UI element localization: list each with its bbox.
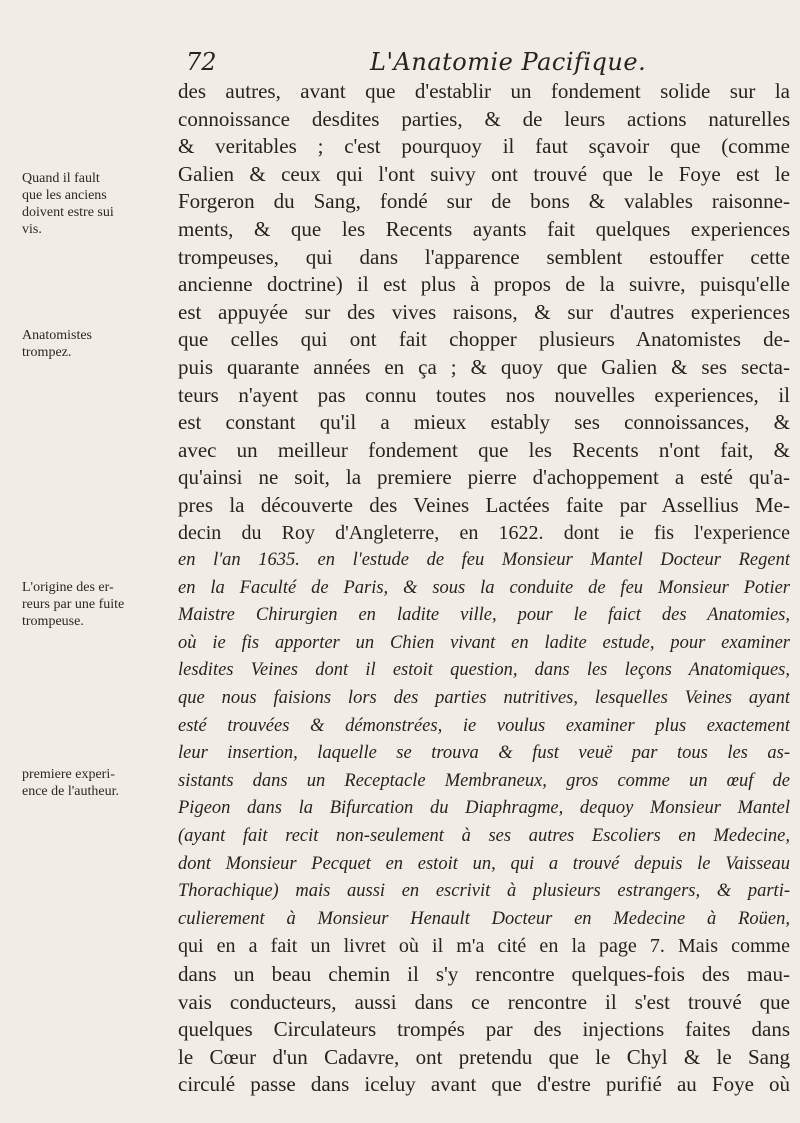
- text-line: Thorachique) mais aussi en escrivit à plusieurs estrangers, & parti-: [178, 881, 790, 902]
- body-text: [178, 78, 790, 1099]
- text-line: qu'ainsi ne soit, la premiere pierre d'achoppement a esté qu'a-: [178, 465, 790, 490]
- text-line: ancienne doctrine) il est plus à propos de la suivre, puisqu'elle: [178, 272, 790, 297]
- text-line: quelques Circulateurs trompés par des injections faites dans: [178, 1017, 790, 1042]
- text-line: trompeuses, qui dans l'apparence semblent estouffer cette: [178, 244, 790, 269]
- running-title: L'Anatomie Pacifique.: [370, 48, 647, 76]
- text-line: Maistre Chirurgien en ladite ville, pour le faict des Anatomies,: [178, 605, 790, 626]
- text-line: dont Monsieur Pecquet en estoit un, qui a trouvé depuis le Vaisseau: [178, 853, 790, 874]
- text-line: qui en a fait un livret où il m'a cité en la page 7. Mais comme: [178, 935, 790, 958]
- text-line: Forgeron du Sang, fondé sur de bons & valables raisonne-: [178, 189, 790, 214]
- margin-note-line: Quand il fault: [22, 171, 100, 186]
- text-line: en l'an 1635. en l'estude de feu Monsieur Mantel Docteur Regent: [178, 550, 790, 571]
- text-line: culierement à Monsieur Henault Docteur en Medecine à Roüen,: [178, 908, 790, 929]
- text-line: puis quarante années en ça ; & quoy que Galien & ses secta-: [178, 354, 790, 379]
- margin-note-origin-errors: [22, 579, 174, 630]
- text-line: decin du Roy d'Angleterre, en 1622. dont ie fis l'experience: [178, 521, 790, 544]
- text-line: est constant qu'il a mieux estably ses connoissances, &: [178, 410, 790, 435]
- text-line: que nous faisions lors des parties nutritives, lesquelles Veines ayant: [178, 688, 790, 709]
- text-line: (ayant fait recit non-seulement à ses autres Escoliers en Medecine,: [178, 826, 790, 847]
- text-line: sistants dans un Receptacle Membraneux, gros comme un œuf de: [178, 770, 790, 791]
- margin-note-ancients: [22, 170, 174, 238]
- text-line: vais conducteurs, aussi dans ce rencontre il s'est trouvé que: [178, 989, 790, 1014]
- margin-note-line: trompez.: [22, 345, 72, 360]
- text-line: Pigeon dans la Bifurcation du Diaphragme, dequoy Monsieur Mantel: [178, 798, 790, 819]
- margin-note-line: reurs par une fuite: [22, 597, 125, 612]
- margin-note-first-experience: [22, 766, 174, 800]
- margin-note-line: doivent estre sui: [22, 205, 114, 220]
- margin-note-line: premiere experi-: [22, 767, 115, 782]
- margin-note-line: trompeuse.: [22, 614, 84, 629]
- text-line: Galien & ceux qui l'ont suivy ont trouvé que le Foye est le: [178, 161, 790, 186]
- margin-note-anatomists: [22, 327, 174, 361]
- text-line: est appuyée sur des vives raisons, & sur d'autres experiences: [178, 299, 790, 324]
- margin-note-line: que les anciens: [22, 188, 107, 203]
- margin-note-line: ence de l'autheur.: [22, 784, 119, 799]
- text-line: où ie fis apporter un Chien vivant en ladite estude, pour examiner: [178, 632, 790, 653]
- text-line: lesdites Veines dont il estoit question, dans les leçons Anatomiques,: [178, 660, 790, 681]
- text-line: esté trouvées & démonstrées, ie voulus examiner plus exactement: [178, 715, 790, 736]
- text-line: en la Faculté de Paris, & sous la conduite de feu Monsieur Potier: [178, 577, 790, 598]
- text-line: que celles qui ont fait chopper plusieurs Anatomistes de-: [178, 327, 790, 352]
- text-line: ments, & que les Recents ayants fait quelques experiences: [178, 216, 790, 241]
- text-line: des autres, avant que d'establir un fondement solide sur la: [178, 79, 790, 103]
- text-line: le Cœur d'un Cadavre, ont pretendu que le Chyl & le Sang: [178, 1044, 790, 1069]
- page-number: 72: [186, 48, 217, 76]
- text-line: circulé passe dans iceluy avant que d'estre purifié au Foye où: [178, 1072, 790, 1097]
- margin-note-line: L'origine des er-: [22, 580, 114, 595]
- text-line: avec un meilleur fondement que les Recents n'ont fait, &: [178, 437, 790, 462]
- text-line: pres la découverte des Veines Lactées faite par Assellius Me-: [178, 492, 790, 517]
- text-line: connoissance desdites parties, & de leurs actions naturelles: [178, 106, 790, 131]
- text-line: leur insertion, laquelle se trouva & fust veuë par tous les as-: [178, 743, 790, 764]
- text-line: & veritables ; c'est pourquoy il faut sçavoir que (comme: [178, 134, 790, 159]
- margin-note-line: Anatomistes: [22, 328, 92, 343]
- text-line: dans un beau chemin il s'y rencontre quelques-fois des mau-: [178, 962, 790, 986]
- text-line: teurs n'ayent pas connu toutes nos nouvelles experiences, il: [178, 382, 790, 407]
- margin-note-line: vis.: [22, 222, 42, 237]
